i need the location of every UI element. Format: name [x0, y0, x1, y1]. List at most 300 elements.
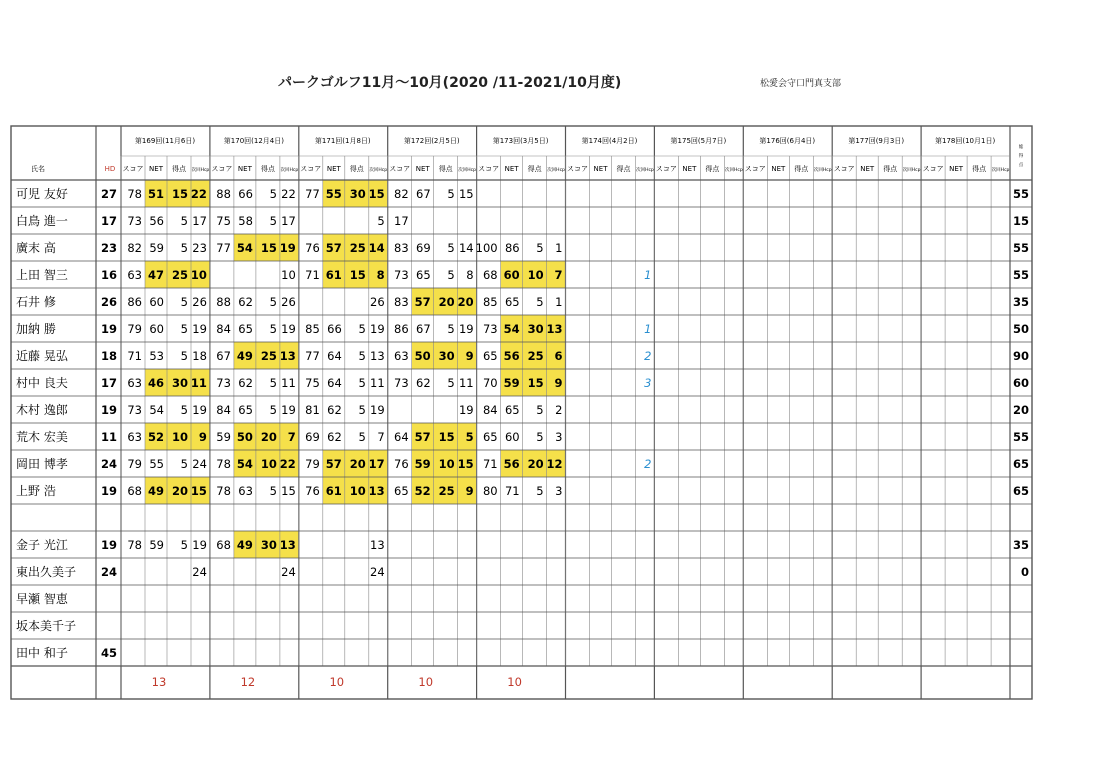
score-cell: 10 — [171, 430, 188, 444]
attendance-count: 10 — [507, 675, 522, 689]
name-header: 氏名 — [31, 165, 45, 173]
sub-header: NET — [949, 165, 964, 173]
total-score: 35 — [1012, 295, 1029, 309]
score-cell: 78 — [216, 484, 231, 498]
score-cell: 13 — [370, 538, 385, 552]
score-cell: 59 — [414, 457, 431, 471]
score-cell: 20 — [527, 457, 544, 471]
score-cell: 5 — [358, 430, 366, 444]
score-cell: 69 — [416, 241, 431, 255]
score-cell: 1 — [555, 241, 563, 255]
score-cell: 7 — [287, 430, 296, 444]
score-cell: 19 — [458, 322, 474, 336]
total-score: 55 — [1012, 241, 1029, 255]
score-cell: 73 — [394, 268, 409, 282]
score-cell: 52 — [414, 484, 431, 498]
score-cell: 13 — [279, 538, 296, 552]
score-cell: 15 — [260, 241, 277, 255]
score-cell: 20 — [457, 295, 474, 309]
score-cell: 78 — [127, 538, 142, 552]
score-cell: 62 — [416, 376, 431, 390]
sub-header: スコア — [655, 165, 677, 173]
score-cell: 60 — [149, 322, 164, 336]
sub-header: 得点 — [172, 165, 186, 173]
sub-header: スコア — [478, 165, 500, 173]
score-cell: 82 — [394, 187, 409, 201]
sub-header: NET — [415, 165, 430, 173]
sub-header: 得点 — [616, 165, 631, 173]
total-header: 総 — [1018, 145, 1024, 150]
score-cell: 82 — [127, 241, 142, 255]
score-cell: 70 — [482, 376, 498, 390]
sub-header: NET — [682, 165, 697, 173]
sub-header: 次回Hcp — [369, 168, 388, 173]
sub-header: 次回Hcp — [813, 168, 832, 173]
score-cell: 19 — [458, 403, 474, 417]
score-cell: 63 — [238, 484, 253, 498]
score-cell: 5 — [180, 403, 188, 417]
score-cell: 17 — [394, 214, 409, 228]
score-cell: 65 — [482, 430, 498, 444]
score-cell: 67 — [416, 187, 431, 201]
score-cell: 5 — [180, 457, 188, 471]
score-cell: 9 — [554, 376, 563, 390]
score-cell: 15 — [190, 484, 207, 498]
attendance-count: 12 — [240, 675, 256, 689]
score-cell: 24 — [370, 565, 385, 579]
score-cell: 65 — [394, 484, 409, 498]
score-cell: 57 — [414, 430, 431, 444]
score-cell: 15 — [368, 187, 385, 201]
sub-header: 得点 — [794, 165, 809, 173]
score-cell: 83 — [394, 241, 409, 255]
score-cell: 24 — [192, 565, 207, 579]
score-cell: 50 — [236, 430, 253, 444]
total-score: 65 — [1012, 484, 1029, 498]
score-cell: 53 — [149, 349, 164, 363]
sub-header: 得点 — [527, 165, 542, 173]
score-cell: 15 — [457, 457, 474, 471]
score-cell: 76 — [394, 457, 409, 471]
score-cell: 62 — [327, 403, 342, 417]
score-cell: 64 — [394, 430, 409, 444]
score-cell: 5 — [377, 214, 385, 228]
total-header: 得 — [1018, 154, 1024, 159]
score-cell: 22 — [190, 187, 207, 201]
score-cell: 23 — [192, 241, 207, 255]
score-cell: 5 — [269, 187, 277, 201]
sub-header: スコア — [122, 165, 144, 173]
score-cell: 75 — [216, 214, 231, 228]
score-cell: 67 — [416, 322, 431, 336]
score-cell: 19 — [192, 403, 207, 417]
score-cell: 26 — [281, 295, 296, 309]
score-cell: 57 — [325, 241, 342, 255]
sub-header: 次回Hcp — [547, 168, 565, 173]
score-cell: 1 — [644, 268, 652, 282]
score-cell: 86 — [394, 322, 409, 336]
score-cell: 5 — [180, 538, 188, 552]
score-cell: 18 — [192, 349, 207, 363]
score-cell: 19 — [192, 322, 207, 336]
player-name: 坂本美千子 — [16, 619, 77, 633]
score-cell: 1 — [555, 295, 563, 309]
total-score: 90 — [1012, 349, 1029, 363]
score-cell: 67 — [216, 349, 231, 363]
score-cell: 65 — [504, 403, 520, 417]
player-name: 村中 良夫 — [16, 376, 68, 390]
score-cell: 9 — [198, 430, 207, 444]
score-cell: 5 — [536, 484, 544, 498]
score-cell: 5 — [536, 295, 544, 309]
score-cell: 25 — [349, 241, 366, 255]
score-cell: 62 — [238, 295, 253, 309]
score-cell: 55 — [325, 187, 342, 201]
score-cell: 30 — [527, 322, 544, 336]
score-cell: 5 — [269, 484, 277, 498]
score-cell: 59 — [216, 430, 231, 444]
attendance-count: 13 — [151, 675, 167, 689]
score-cell: 76 — [305, 241, 320, 255]
score-cell: 73 — [394, 376, 409, 390]
score-cell: 79 — [127, 457, 142, 471]
score-cell: 11 — [370, 376, 385, 390]
sub-header: NET — [771, 165, 786, 173]
sub-header: NET — [326, 165, 341, 173]
score-cell: 9 — [465, 484, 474, 498]
score-cell: 5 — [269, 376, 277, 390]
score-cell: 73 — [127, 214, 142, 228]
score-cell: 5 — [447, 268, 455, 282]
score-cell: 3 — [555, 484, 563, 498]
sub-header: 次回Hcp — [724, 168, 743, 173]
score-cell: 5 — [269, 403, 277, 417]
score-cell: 83 — [394, 295, 409, 309]
score-cell: 66 — [238, 187, 253, 201]
score-cell: 25 — [438, 484, 455, 498]
score-cell: 19 — [279, 241, 296, 255]
sub-header: 次回Hcp — [191, 168, 210, 173]
score-cell: 26 — [192, 295, 207, 309]
round-header: 第178回(10月1日) — [935, 137, 996, 145]
sub-header: スコア — [567, 165, 588, 173]
player-name: 石井 修 — [16, 295, 56, 309]
score-cell: 7 — [554, 268, 563, 282]
sub-header: 次回Hcp — [991, 168, 1010, 173]
score-cell: 65 — [504, 295, 520, 309]
score-cell: 22 — [281, 187, 296, 201]
score-cell: 7 — [377, 430, 385, 444]
sub-header: NET — [149, 165, 163, 173]
score-cell: 5 — [358, 376, 366, 390]
score-cell: 10 — [349, 484, 366, 498]
player-hd: 19 — [100, 322, 118, 336]
score-cell: 13 — [546, 322, 563, 336]
score-cell: 80 — [482, 484, 498, 498]
score-cell: 61 — [325, 484, 342, 498]
score-cell: 10 — [281, 268, 296, 282]
score-cell: 54 — [236, 241, 253, 255]
score-cell: 77 — [305, 349, 320, 363]
attendance-count: 10 — [329, 675, 345, 689]
total-score: 0 — [1020, 565, 1029, 579]
score-cell: 5 — [180, 322, 188, 336]
score-cell: 19 — [281, 322, 296, 336]
score-cell: 15 — [349, 268, 366, 282]
score-cell: 10 — [527, 268, 544, 282]
score-cell: 2 — [644, 349, 652, 363]
score-cell: 14 — [458, 241, 474, 255]
score-cell: 61 — [325, 268, 342, 282]
sub-header: 次回Hcp — [636, 168, 654, 173]
score-cell: 56 — [503, 457, 520, 471]
player-hd: 45 — [100, 646, 118, 660]
player-hd: 27 — [100, 187, 118, 201]
score-cell: 60 — [504, 430, 520, 444]
score-cell: 65 — [238, 403, 253, 417]
sub-header: 得点 — [883, 165, 898, 173]
score-cell: 55 — [149, 457, 164, 471]
score-cell: 65 — [482, 349, 498, 363]
score-cell: 5 — [447, 241, 455, 255]
player-hd: 19 — [100, 403, 118, 417]
score-cell: 11 — [190, 376, 207, 390]
round-header: 第171回(1月8日) — [314, 137, 371, 145]
score-cell: 20 — [260, 430, 277, 444]
player-hd: 19 — [100, 538, 118, 552]
score-cell: 5 — [358, 322, 366, 336]
round-header: 第176回(6月4日) — [759, 137, 816, 145]
score-cell: 54 — [503, 322, 520, 336]
score-cell: 73 — [127, 403, 142, 417]
page-title: パークゴルフ11月～10月(2020 /11-2021/10月度) — [278, 75, 622, 91]
total-score: 55 — [1012, 187, 1029, 201]
score-cell: 73 — [482, 322, 498, 336]
score-cell: 5 — [465, 430, 474, 444]
score-cell: 5 — [536, 241, 544, 255]
score-cell: 69 — [305, 430, 320, 444]
sub-header: NET — [593, 165, 608, 173]
player-hd: 19 — [100, 484, 118, 498]
score-cell: 5 — [180, 241, 188, 255]
round-header: 第172回(2月5日) — [403, 137, 460, 145]
player-hd: 17 — [100, 376, 118, 390]
score-cell: 5 — [269, 322, 277, 336]
score-cell: 10 — [260, 457, 277, 471]
score-cell: 22 — [279, 457, 296, 471]
score-cell: 84 — [216, 403, 231, 417]
score-cell: 79 — [305, 457, 320, 471]
player-name: 田中 和子 — [16, 646, 68, 660]
total-score: 55 — [1012, 430, 1029, 444]
total-score: 15 — [1012, 214, 1029, 228]
sub-header: 得点 — [705, 165, 720, 173]
score-cell: 54 — [236, 457, 253, 471]
sub-header: 得点 — [972, 165, 987, 173]
sub-header: NET — [860, 165, 875, 173]
score-cell: 58 — [238, 214, 253, 228]
score-cell: 20 — [438, 295, 455, 309]
score-cell: 59 — [503, 376, 520, 390]
player-name: 早瀬 智恵 — [16, 592, 68, 606]
score-cell: 8 — [466, 268, 474, 282]
score-cell: 19 — [192, 538, 207, 552]
score-cell: 5 — [447, 376, 455, 390]
score-cell: 17 — [192, 214, 207, 228]
score-cell: 49 — [147, 484, 164, 498]
score-cell: 5 — [269, 214, 277, 228]
score-cell: 19 — [370, 322, 385, 336]
attendance-count: 10 — [418, 675, 434, 689]
score-cell: 5 — [358, 403, 366, 417]
player-hd: 24 — [100, 457, 118, 471]
score-cell: 62 — [327, 430, 342, 444]
player-name: 加納 勝 — [16, 322, 56, 336]
score-cell: 15 — [458, 187, 474, 201]
score-cell: 50 — [414, 349, 431, 363]
score-cell: 5 — [180, 214, 188, 228]
score-cell: 20 — [171, 484, 188, 498]
score-cell: 5 — [269, 295, 277, 309]
score-cell: 52 — [147, 430, 164, 444]
score-cell: 6 — [554, 349, 563, 363]
score-cell: 71 — [482, 457, 498, 471]
player-name: 木村 逸郎 — [16, 403, 68, 417]
score-cell: 13 — [368, 484, 385, 498]
score-cell: 5 — [358, 349, 366, 363]
sub-header: スコア — [300, 165, 322, 173]
score-cell: 3 — [555, 430, 563, 444]
score-cell: 76 — [305, 484, 320, 498]
score-cell: 2 — [644, 457, 652, 471]
score-cell: 5 — [536, 403, 544, 417]
score-cell: 3 — [644, 376, 652, 390]
player-hd: 26 — [100, 295, 118, 309]
score-cell: 1 — [644, 322, 652, 336]
player-hd: 23 — [100, 241, 118, 255]
total-score: 60 — [1012, 376, 1029, 390]
score-cell: 73 — [216, 376, 231, 390]
score-cell: 30 — [260, 538, 277, 552]
score-cell: 59 — [149, 241, 164, 255]
score-cell: 11 — [281, 376, 296, 390]
player-name: 岡田 博孝 — [16, 457, 68, 471]
round-header: 第177回(9月3日) — [848, 137, 905, 145]
score-cell: 47 — [147, 268, 164, 282]
score-cell: 68 — [127, 484, 142, 498]
score-cell: 51 — [147, 187, 164, 201]
score-cell: 68 — [482, 268, 498, 282]
score-cell: 5 — [447, 322, 455, 336]
score-cell: 85 — [305, 322, 320, 336]
player-name: 白鳥 進一 — [16, 214, 68, 228]
score-cell: 71 — [504, 484, 520, 498]
score-cell: 78 — [127, 187, 142, 201]
total-score: 55 — [1012, 268, 1029, 282]
score-cell: 15 — [281, 484, 296, 498]
score-cell: 20 — [349, 457, 366, 471]
player-name: 東出久美子 — [16, 565, 77, 579]
sub-header: NET — [237, 165, 252, 173]
score-cell: 13 — [370, 349, 385, 363]
score-cell: 57 — [414, 295, 431, 309]
score-cell: 75 — [305, 376, 320, 390]
score-cell: 46 — [147, 376, 164, 390]
score-cell: 12 — [546, 457, 563, 471]
score-cell: 24 — [281, 565, 296, 579]
score-cell: 71 — [127, 349, 142, 363]
score-cell: 88 — [216, 187, 231, 201]
player-name: 上田 智三 — [16, 268, 68, 282]
score-cell: 81 — [305, 403, 320, 417]
player-hd: 24 — [100, 565, 118, 579]
player-name: 廣末 高 — [16, 241, 56, 255]
sub-header: 得点 — [438, 165, 453, 173]
total-header: 点 — [1018, 163, 1024, 168]
player-name: 可児 友好 — [16, 187, 68, 201]
player-name: 金子 光江 — [16, 538, 68, 552]
score-cell: 88 — [216, 295, 231, 309]
score-cell: 100 — [475, 241, 498, 255]
score-cell: 49 — [236, 538, 253, 552]
score-cell: 60 — [503, 268, 520, 282]
table-border — [11, 126, 1032, 699]
sub-header: スコア — [833, 165, 855, 173]
score-cell: 78 — [216, 457, 231, 471]
score-cell: 77 — [305, 187, 320, 201]
score-cell: 8 — [376, 268, 385, 282]
score-cell: 71 — [305, 268, 320, 282]
score-cell: 30 — [171, 376, 188, 390]
sub-header: スコア — [211, 165, 233, 173]
round-header: 第174回(4月2日) — [581, 137, 638, 145]
score-cell: 77 — [216, 241, 231, 255]
player-hd: 17 — [100, 214, 118, 228]
score-cell: 30 — [349, 187, 366, 201]
sub-header: 得点 — [349, 165, 364, 173]
round-header: 第175回(5月7日) — [670, 137, 727, 145]
score-cell: 56 — [149, 214, 164, 228]
score-cell: 5 — [536, 430, 544, 444]
player-hd: 11 — [100, 430, 118, 444]
sub-header: 次回Hcp — [280, 168, 299, 173]
score-cell: 63 — [127, 268, 142, 282]
score-cell: 63 — [127, 430, 142, 444]
score-cell: 84 — [216, 322, 231, 336]
total-score: 20 — [1012, 403, 1029, 417]
sub-header: 得点 — [260, 165, 275, 173]
score-cell: 68 — [216, 538, 231, 552]
score-cell: 5 — [180, 349, 188, 363]
score-cell: 11 — [458, 376, 474, 390]
score-cell: 26 — [370, 295, 385, 309]
score-cell: 25 — [527, 349, 544, 363]
score-cell: 59 — [149, 538, 164, 552]
score-cell: 15 — [171, 187, 188, 201]
sub-header: 次回Hcp — [458, 168, 477, 173]
score-cell: 66 — [327, 322, 342, 336]
score-cell: 65 — [238, 322, 253, 336]
score-cell: 19 — [281, 403, 296, 417]
hd-header: HD — [104, 165, 116, 173]
score-cell: 49 — [236, 349, 253, 363]
player-hd: 16 — [100, 268, 118, 282]
total-score: 65 — [1012, 457, 1029, 471]
round-header: 第173回(3月5日) — [492, 137, 549, 145]
score-cell: 14 — [368, 241, 385, 255]
player-name: 近藤 晃弘 — [16, 349, 68, 363]
score-cell: 9 — [465, 349, 474, 363]
